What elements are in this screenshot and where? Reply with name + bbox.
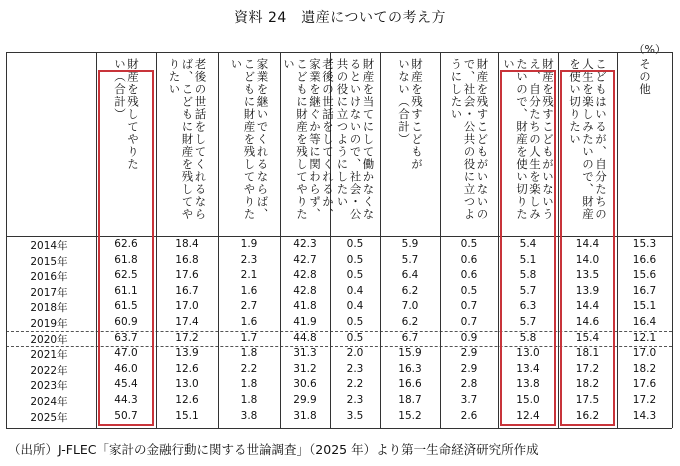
table-cell: 42.3 [293, 238, 317, 250]
table-cell: 1.7 [240, 331, 258, 344]
table-cell: 13.0 [175, 378, 199, 391]
table-cell: 0.4 [346, 300, 364, 313]
table-cell: 18.7 [398, 394, 422, 406]
table-cell: 6.2 [401, 316, 419, 328]
row-year: 2023年 [30, 380, 68, 393]
table-cell: 2.1 [240, 269, 258, 282]
table-cell: 2.0 [346, 347, 364, 360]
table-cell: 0.5 [346, 316, 364, 328]
column-header: 財産を残すこどもがいないう え、自分たちの人生を楽しみ たいので、財産を使い切りた い [502, 58, 555, 221]
column-header: 家業を継いでくれるならば、 こどもに財産を残してやりた い [229, 58, 270, 221]
table-cell: 2.7 [240, 300, 258, 313]
table-cell: 0.4 [346, 284, 364, 297]
table-cell: 16.6 [398, 378, 422, 391]
table-cell: 60.9 [114, 316, 138, 328]
table-cell: 2.8 [460, 378, 478, 391]
row-year: 2017年 [30, 286, 68, 299]
table-cell: 15.9 [398, 347, 422, 360]
table-cell: 2.9 [460, 362, 478, 375]
table-cell: 16.7 [632, 284, 657, 297]
row-year: 2025年 [30, 411, 68, 424]
row-year: 2019年 [30, 318, 68, 330]
table-cell: 13.4 [516, 362, 540, 375]
table-cell: 5.7 [401, 253, 419, 266]
table-cell: 14.4 [575, 238, 600, 250]
row-year: 2024年 [30, 396, 68, 408]
table-cell: 0.5 [346, 331, 364, 344]
highlight-box [98, 70, 154, 426]
table-cell: 17.0 [175, 300, 199, 313]
highlight-box [500, 70, 556, 426]
table-cell: 5.1 [519, 253, 537, 266]
table-cell: 61.8 [114, 253, 138, 266]
table-cell: 3.5 [346, 409, 364, 422]
table-cell: 12.6 [175, 394, 199, 406]
table-cell: 3.8 [240, 409, 258, 422]
table-cell: 16.7 [175, 284, 199, 297]
row-year: 2022年 [30, 364, 68, 377]
table-cell: 2.2 [346, 378, 364, 391]
table-cell: 2.2 [240, 362, 258, 375]
table-cell: 15.0 [516, 394, 540, 406]
table-cell: 31.8 [293, 409, 317, 422]
table-cell: 31.3 [293, 347, 317, 360]
table-cell: 61.5 [114, 300, 138, 313]
table-cell: 0.5 [346, 269, 364, 282]
table-cell: 41.9 [293, 316, 317, 328]
table-cell: 46.0 [114, 362, 138, 375]
table-cell: 13.9 [575, 284, 600, 297]
table-cell: 15.1 [632, 300, 657, 313]
table-cell: 13.5 [575, 269, 600, 282]
table-cell: 0.5 [460, 284, 478, 297]
table-cell: 16.8 [175, 253, 199, 266]
table-cell: 13.0 [516, 347, 540, 360]
column-header: 老後の世話をしてくれるなら ば、こどもに財産を残してや りたい [167, 58, 208, 221]
page-title: 資料 24 遺産についての考え方 [234, 10, 446, 26]
table-cell: 17.0 [632, 347, 657, 360]
table-cell: 2.9 [460, 347, 478, 360]
table-cell: 5.8 [519, 331, 537, 344]
table-cell: 15.3 [632, 238, 657, 250]
table-cell: 6.7 [401, 331, 419, 344]
table-cell: 0.9 [460, 331, 478, 344]
column-header: 財産を残すこどもがいないの で、社会・公共の役に立つよ うにしたい [449, 58, 490, 221]
table-cell: 13.8 [516, 378, 540, 391]
table-cell: 30.6 [293, 378, 317, 391]
table-cell: 63.7 [114, 331, 138, 344]
table-cell: 18.4 [175, 238, 199, 250]
table-cell: 6.2 [401, 284, 419, 297]
table-cell: 12.6 [175, 362, 199, 375]
table-cell: 15.1 [175, 409, 199, 422]
table-cell: 17.2 [175, 331, 199, 344]
table-cell: 50.7 [114, 409, 138, 422]
table-cell: 16.6 [632, 253, 657, 266]
table-cell: 5.7 [519, 284, 537, 297]
row-year: 2020年 [30, 333, 68, 346]
table-cell: 0.5 [346, 253, 364, 266]
row-year: 2014年 [30, 240, 68, 252]
table-cell: 42.8 [293, 269, 317, 282]
table-cell: 0.7 [460, 300, 478, 313]
column-header: その他 [638, 58, 652, 96]
table-cell: 17.4 [175, 316, 199, 328]
table-cell: 5.9 [401, 238, 419, 250]
table-cell: 0.5 [460, 238, 478, 250]
table-cell: 2.3 [240, 253, 258, 266]
column-border [672, 52, 673, 428]
table-cell: 0.5 [346, 238, 364, 250]
table-cell: 5.8 [519, 269, 537, 282]
table-cell: 18.2 [632, 362, 657, 375]
table-cell: 17.2 [575, 362, 600, 375]
table-cell: 17.6 [175, 269, 199, 282]
table-cell: 45.4 [114, 378, 138, 391]
table-cell: 0.7 [460, 316, 478, 328]
table-cell: 1.6 [240, 284, 258, 297]
table-cell: 1.8 [240, 378, 258, 391]
table-cell: 14.0 [575, 253, 600, 266]
table-cell: 17.6 [632, 378, 657, 391]
column-header: 老後の世話をしてくれるか、 家業を継ぐか等に関わらず、 こどもに財産を残してやりた い [282, 58, 335, 221]
table-cell: 62.6 [114, 238, 138, 250]
table-cell: 29.9 [293, 394, 317, 406]
table-cell: 15.4 [575, 331, 600, 344]
table-cell: 2.3 [346, 362, 364, 375]
table-cell: 16.3 [398, 362, 422, 375]
table-cell: 1.8 [240, 347, 258, 360]
table-cell: 6.3 [519, 300, 537, 313]
table-cell: 14.3 [632, 409, 657, 422]
table-cell: 44.8 [293, 331, 317, 344]
table-cell: 41.8 [293, 300, 317, 313]
table-cell: 16.2 [575, 409, 600, 422]
table-cell: 7.0 [401, 300, 419, 313]
row-year: 2021年 [30, 349, 68, 362]
table-cell: 42.7 [293, 253, 317, 266]
table-cell: 1.9 [240, 238, 258, 250]
table-cell: 47.0 [114, 347, 138, 360]
table-cell: 0.6 [460, 253, 478, 266]
table-cell: 16.4 [632, 316, 657, 328]
table-cell: 13.9 [175, 347, 199, 360]
table-cell: 14.4 [575, 300, 600, 313]
table-cell: 18.1 [575, 347, 600, 360]
table-cell: 14.6 [575, 316, 600, 328]
table-cell: 15.2 [398, 409, 422, 422]
table-cell: 12.1 [632, 331, 657, 344]
row-year: 2015年 [30, 255, 68, 268]
table-cell: 2.3 [346, 394, 364, 406]
table-cell: 17.2 [632, 394, 657, 406]
table-cell: 61.1 [114, 284, 138, 297]
table-cell: 0.6 [460, 269, 478, 282]
table-cell: 42.8 [293, 284, 317, 297]
table-cell: 1.8 [240, 394, 258, 406]
table-cell: 5.7 [519, 316, 537, 328]
table-cell: 12.4 [516, 409, 540, 422]
table-cell: 31.2 [293, 362, 317, 375]
table-cell: 5.4 [519, 238, 537, 250]
table-cell: 62.5 [114, 269, 138, 282]
table-cell: 6.4 [401, 269, 419, 282]
row-year: 2018年 [30, 302, 68, 315]
table-cell: 1.6 [240, 316, 258, 328]
table-cell: 44.3 [114, 394, 138, 406]
column-header: 財産を残すこどもが いない（合計） [397, 58, 424, 171]
column-header: こどもはいるが、自分たちの 人生を楽しみたいので、財産 を使い切りたい [568, 58, 608, 221]
table-cell: 18.2 [575, 378, 600, 391]
source-note: （出所）J-FLEC「家計の金融行動に関する世論調査」（2025 年）より第一生命経済研究所作成 [8, 442, 539, 457]
table-cell: 17.5 [575, 394, 600, 406]
table-cell: 3.7 [460, 394, 478, 406]
table-cell: 15.6 [632, 269, 657, 282]
unit-label: （%） [633, 43, 666, 56]
column-header: 財産を当てにして働かなくな るといけないので、社会・公 共の役に立つようにしたい [335, 58, 376, 221]
highlight-box [560, 70, 615, 426]
row-year: 2016年 [30, 271, 68, 284]
table-bottom-border [6, 428, 672, 429]
column-header: 財産を残してやりた い（合計） [113, 58, 140, 171]
table-cell: 2.6 [460, 409, 478, 422]
table-top-border [6, 52, 672, 53]
